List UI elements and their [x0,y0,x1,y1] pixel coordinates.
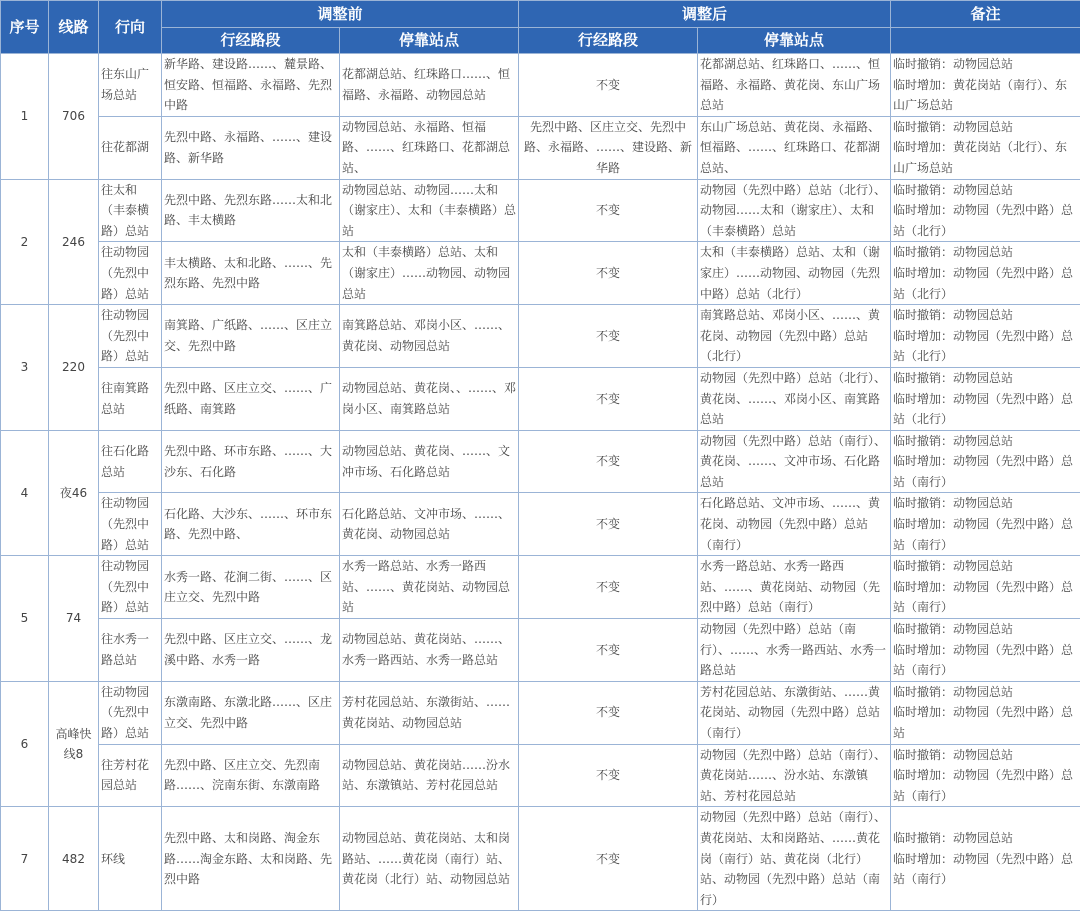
after-segment-cell: 不变 [519,681,698,744]
header-before-segment: 行经路段 [162,28,340,54]
before-stops-cell: 南箕路总站、邓岗小区、……、黄花岗、动物园总站 [340,305,519,368]
remark-cell: 临时撤销：动物园总站 临时增加：黄花岗站（南行）、东山广场总站 [891,54,1080,117]
after-stops-cell: 芳村花园总站、东潡街站、……黄花岗站、动物园（先烈中路）总站（南行） [698,681,891,744]
remark-cell: 临时撤销：动物园总站 临时增加：动物园（先烈中路）总站（北行） [891,305,1080,368]
direction-cell: 往水秀一路总站 [99,619,162,682]
before-segment-cell: 先烈中路、区庄立交、先烈南路……、浣南东街、东潡南路 [162,744,340,807]
after-stops-cell: 动物园（先烈中路）总站（北行）、黄花岗、……、邓岗小区、南箕路总站 [698,367,891,430]
before-stops-cell: 动物园总站、黄花岗站……汾水站、东潡镇站、芳村花园总站 [340,744,519,807]
table-row [1,619,1080,682]
table-row [1,430,1080,493]
seq-cell: 1 [1,54,49,180]
header-direction: 行向 [99,1,162,54]
remark-cell: 临时撤销：动物园总站 临时增加：黄花岗站（北行）、东山广场总站 [891,116,1080,179]
line-cell: 高峰快线8 [49,681,99,807]
before-stops-cell: 石化路总站、文冲市场、……、黄花岗、动物园总站 [340,493,519,556]
line-cell: 220 [49,305,99,431]
line-cell: 482 [49,807,99,911]
after-segment-cell: 不变 [519,179,698,242]
seq-cell: 2 [1,179,49,305]
before-segment-cell: 水秀一路、花涧二街、……、区庄立交、先烈中路 [162,556,340,619]
table-row [1,493,1080,556]
header-after: 调整后 [519,1,891,28]
after-segment-cell: 不变 [519,305,698,368]
table-row [1,54,1080,117]
table-row [1,367,1080,430]
before-segment-cell: 石化路、大沙东、……、环市东路、先烈中路、 [162,493,340,556]
before-segment-cell: 南箕路、广纸路、……、区庄立交、先烈中路 [162,305,340,368]
header-line: 线路 [49,1,99,54]
after-segment-cell: 不变 [519,556,698,619]
seq-cell: 4 [1,430,49,556]
before-stops-cell: 动物园总站、黄花岗站、……、水秀一路西站、水秀一路总站 [340,619,519,682]
seq-cell: 7 [1,807,49,911]
seq-cell: 5 [1,556,49,682]
after-segment-cell: 不变 [519,744,698,807]
before-segment-cell: 先烈中路、先烈东路……太和北路、丰太横路 [162,179,340,242]
direction-cell: 往动物园（先烈中路）总站 [99,493,162,556]
after-segment-cell: 不变 [519,430,698,493]
before-stops-cell: 动物园总站、黄花岗站、太和岗路站、……黄花岗（南行）站、黄花岗（北行）站、动物园总站 [340,807,519,911]
before-stops-cell: 水秀一路总站、水秀一路西站、……、黄花岗站、动物园总站 [340,556,519,619]
before-segment-cell: 新华路、建设路……、麓景路、恒安路、恒福路、永福路、先烈中路 [162,54,340,117]
after-segment-cell: 不变 [519,619,698,682]
seq-cell: 3 [1,305,49,431]
seq-cell: 6 [1,681,49,807]
direction-cell: 往芳村花园总站 [99,744,162,807]
remark-cell: 临时撤销：动物园总站 临时增加：动物园（先烈中路）总站（北行） [891,367,1080,430]
after-stops-cell: 石化路总站、文冲市场、……、黄花岗、动物园（先烈中路）总站（南行） [698,493,891,556]
header-before: 调整前 [162,1,519,28]
before-stops-cell: 动物园总站、黄花岗、……、文冲市场、石化路总站 [340,430,519,493]
direction-cell: 往太和（丰泰横路）总站 [99,179,162,242]
line-cell: 74 [49,556,99,682]
after-segment-cell: 不变 [519,242,698,305]
remark-cell: 临时撤销：动物园总站 临时增加：动物园（先烈中路）总站（北行） [891,242,1080,305]
direction-cell: 往动物园（先烈中路）总站 [99,305,162,368]
table-row [1,179,1080,242]
direction-cell: 往南箕路总站 [99,367,162,430]
before-segment-cell: 先烈中路、太和岗路、淘金东路……淘金东路、太和岗路、先烈中路 [162,807,340,911]
direction-cell: 往东山广场总站 [99,54,162,117]
header-remark-blank [891,28,1080,54]
remark-cell: 临时撤销：动物园总站 临时增加：动物园（先烈中路）总站（南行） [891,493,1080,556]
table-row [1,556,1080,619]
table-row [1,305,1080,368]
header-seq: 序号 [1,1,49,54]
line-cell: 706 [49,54,99,180]
before-segment-cell: 先烈中路、环市东路、……、大沙东、石化路 [162,430,340,493]
before-segment-cell: 先烈中路、永福路、……、建设路、新华路 [162,116,340,179]
before-stops-cell: 动物园总站、永福路、恒福路、……、红珠路口、花都湖总站、 [340,116,519,179]
after-segment-cell: 不变 [519,493,698,556]
before-segment-cell: 先烈中路、区庄立交、……、广纸路、南箕路 [162,367,340,430]
after-stops-cell: 南箕路总站、邓岗小区、……、黄花岗、动物园（先烈中路）总站（北行） [698,305,891,368]
after-segment-cell: 不变 [519,807,698,911]
header-after-stops: 停靠站点 [698,28,891,54]
before-stops-cell: 芳村花园总站、东潡街站、……黄花岗站、动物园总站 [340,681,519,744]
remark-cell: 临时撤销：动物园总站 临时增加：动物园（先烈中路）总站（南行） [891,556,1080,619]
before-stops-cell: 太和（丰泰横路）总站、太和（谢家庄）……动物园、动物园总站 [340,242,519,305]
table-header [1,1,1080,54]
header-remark: 备注 [891,1,1080,28]
after-segment-cell: 不变 [519,367,698,430]
before-segment-cell: 丰太横路、太和北路、……、先烈东路、先烈中路 [162,242,340,305]
remark-cell: 临时撤销：动物园总站 临时增加：动物园（先烈中路）总站（北行） [891,179,1080,242]
before-segment-cell: 先烈中路、区庄立交、……、龙溪中路、水秀一路 [162,619,340,682]
header-after-segment: 行经路段 [519,28,698,54]
after-stops-cell: 东山广场总站、黄花岗、永福路、恒福路、……、红珠路口、花都湖总站、 [698,116,891,179]
after-stops-cell: 动物园（先烈中路）总站（南行）、黄花岗、……、文冲市场、石化路总站 [698,430,891,493]
after-stops-cell: 水秀一路总站、水秀一路西站、……、黄花岗站、动物园（先烈中路）总站（南行） [698,556,891,619]
before-stops-cell: 动物园总站、动物园……太和（谢家庄）、太和（丰泰横路）总站 [340,179,519,242]
before-stops-cell: 动物园总站、黄花岗、、……、邓岗小区、南箕路总站 [340,367,519,430]
direction-cell: 往动物园（先烈中路）总站 [99,242,162,305]
before-stops-cell: 花都湖总站、红珠路口……、恒福路、永福路、动物园总站 [340,54,519,117]
table-row [1,242,1080,305]
header-before-stops: 停靠站点 [340,28,519,54]
after-stops-cell: 动物园（先烈中路）总站（南行）、……、水秀一路西站、水秀一路总站 [698,619,891,682]
remark-cell: 临时撤销：动物园总站 临时增加：动物园（先烈中路）总站（南行） [891,744,1080,807]
after-stops-cell: 花都湖总站、红珠路口、……、恒福路、永福路、黄花岗、东山广场总站 [698,54,891,117]
table-row [1,807,1080,911]
line-cell: 夜46 [49,430,99,556]
before-segment-cell: 东潡南路、东潡北路……、区庄立交、先烈中路 [162,681,340,744]
table-row [1,744,1080,807]
after-segment-cell: 不变 [519,54,698,117]
remark-cell: 临时撤销：动物园总站 临时增加：动物园（先烈中路）总站 [891,681,1080,744]
after-stops-cell: 太和（丰泰横路）总站、太和（谢家庄）……动物园、动物园（先烈中路）总站（北行） [698,242,891,305]
direction-cell: 往石化路总站 [99,430,162,493]
after-segment-cell: 先烈中路、区庄立交、先烈中路、永福路、……、建设路、新华路 [519,116,698,179]
remark-cell: 临时撤销：动物园总站 临时增加：动物园（先烈中路）总站（南行） [891,430,1080,493]
remark-cell: 临时撤销：动物园总站 临时增加：动物园（先烈中路）总站（南行） [891,807,1080,911]
line-cell: 246 [49,179,99,305]
direction-cell: 往花都湖 [99,116,162,179]
remark-cell: 临时撤销：动物园总站 临时增加：动物园（先烈中路）总站（南行） [891,619,1080,682]
direction-cell: 往动物园（先烈中路）总站 [99,556,162,619]
table-body [1,54,1080,911]
table-row [1,116,1080,179]
table-row [1,681,1080,744]
after-stops-cell: 动物园（先烈中路）总站（北行）、动物园……太和（谢家庄）、太和（丰泰横路）总站 [698,179,891,242]
after-stops-cell: 动物园（先烈中路）总站（南行）、黄花岗站、太和岗路站、……黄花岗（南行）站、黄花岗（北行）站、动物园（先烈中路）总站（南行） [698,807,891,911]
direction-cell: 环线 [99,807,162,911]
direction-cell: 往动物园（先烈中路）总站 [99,681,162,744]
after-stops-cell: 动物园（先烈中路）总站（南行）、黄花岗站……、汾水站、东潡镇站、芳村花园总站 [698,744,891,807]
